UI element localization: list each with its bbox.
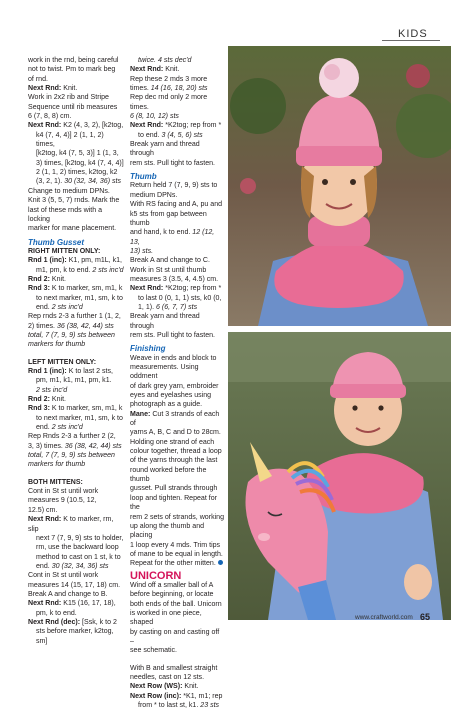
text: times. [130, 85, 151, 93]
text-line: Break A and change to C. [130, 257, 210, 265]
text-line: [k2tog, k4 (7, 5, 3)] 1 (1, 3, [36, 150, 119, 158]
label: Next Row (WS): [130, 683, 183, 691]
text-line: Rep Rnds 2-3 a further 2 (2, [28, 433, 116, 441]
text: Knit. [182, 683, 199, 691]
text-line: pm, k to end. [36, 609, 77, 617]
photo-illustration [228, 332, 451, 620]
text-line: rem sts. Pull tight to fasten. [130, 159, 215, 167]
text-line [28, 515, 124, 534]
text-line: With RS facing and A, pu and [130, 201, 223, 209]
label: Next Rnd: [130, 122, 164, 130]
text: 36 (38, 42, 44) sts [64, 442, 122, 450]
text-line: of dark grey yarn, embroider [130, 382, 219, 390]
text-line: next 7 (7, 9, 9) sts to holder, [36, 534, 124, 542]
text: 6 (6, 7, 7) sts [156, 303, 198, 311]
label: Rnd 3: [28, 405, 50, 413]
text-line: total, 7 (7, 9, 9) sts between [28, 331, 115, 339]
text-line: measures 9 (10.5, 12, [28, 497, 97, 505]
label: Next Rnd (dec): [28, 618, 81, 626]
text-line: 1 loop every 4 mds. Trim tips [130, 541, 221, 549]
text-line: gusset. Pull strands through [130, 485, 218, 493]
text-line: Cont in St st until work [28, 488, 99, 496]
text: Knit. [163, 66, 180, 74]
text: 2 sts inc'd [51, 424, 83, 432]
text-line: Sequence until rib measures [28, 103, 118, 111]
text: and hand, k to end. [130, 229, 193, 237]
text-line: 3) times, [k2tog, k4 (7, 4, 4)] [36, 159, 124, 167]
text-line [130, 65, 224, 74]
text-line [130, 410, 224, 429]
text: 23 sts [200, 702, 220, 710]
text-line: measures 14 (15, 17, 18) cm. [28, 581, 121, 589]
text: *K2tog; rep from * [163, 285, 222, 293]
heading-finishing: Finishing [130, 344, 166, 354]
text: 30 (32, 34, 36) sts [51, 562, 109, 570]
text: [Ssk, k to 2 [80, 618, 117, 626]
hat-brim [330, 384, 406, 398]
subheading-left-mitten: LEFT MITTEN ONLY: [28, 358, 97, 366]
label: Rnd 1 (inc): [28, 257, 67, 265]
hat-brim [296, 146, 382, 166]
text: from * to last st, k1. [138, 702, 201, 710]
text-line: colour together, thread a loop [130, 448, 222, 456]
text-line: Work in 2x2 rib and Stripe [28, 94, 109, 102]
text-line: 12.5) cm. [28, 506, 58, 514]
text-line: measurements. Using oddment [130, 364, 199, 381]
label: Rnd 3: [28, 285, 50, 293]
text-line [28, 256, 124, 265]
text-line: pm, m1, k1, m1, pm, k1. [36, 377, 112, 385]
text: 14 (16, 18, 20) sts [150, 85, 208, 93]
text-line [130, 682, 224, 691]
text-line [28, 303, 124, 312]
text-line: see schematic. [130, 647, 177, 655]
text-line: not to twist. Pm to mark beg [28, 66, 116, 74]
text-line: needles, cast on 12 sts. [130, 674, 205, 681]
text-line [28, 599, 124, 608]
text-line: Knit 3 (5, 5, 7) rnds. Mark the [28, 197, 120, 205]
text: K1, pm, m1L, k1, [66, 257, 122, 265]
flower [406, 64, 430, 88]
label: Next Rnd: [28, 122, 62, 130]
label: Mane: [130, 410, 151, 418]
foliage [230, 78, 286, 134]
text-line: to next marker, m1, sm, k to [36, 294, 123, 302]
text: 30 (32, 34, 36) sts [64, 178, 122, 186]
text-line: of mane to be equal in length. [130, 550, 223, 558]
photo-girl-hat-cowl [228, 46, 451, 326]
label: Rnd 1 (inc): [28, 368, 67, 375]
text-line: Break A and change to B. [28, 590, 108, 598]
label: Next Row (inc): [130, 692, 182, 700]
text-line: Rep these 2 mds 3 more [130, 75, 208, 83]
text-column-1 [28, 56, 124, 646]
eye [322, 179, 328, 185]
label: Next Rnd: [28, 516, 62, 524]
text-line [28, 322, 124, 331]
text-line: to next marker, m1, sm, k to [36, 414, 123, 422]
text-line: 6 (7, 8, 8) cm. [28, 113, 72, 121]
text-line [130, 121, 224, 130]
text-line: twice. 4 sts dec'd [138, 57, 192, 64]
text-line: up along the thumb and placing [130, 522, 205, 540]
text-line: marker for mane placement. [28, 225, 117, 233]
text-line: Rep dec rnd only 2 more times. [130, 94, 208, 111]
text: K15 (16, 17, 18), [61, 600, 116, 608]
text: end. [36, 303, 52, 311]
label: Next Rnd: [28, 600, 62, 608]
text-line [130, 559, 224, 568]
text: 3, 3) times. [28, 442, 65, 450]
text-line: markers for thumb [28, 461, 86, 469]
text-line [130, 303, 224, 312]
text-line: is worked in one piece, shaped [130, 609, 202, 627]
hat-pompom [319, 58, 359, 98]
text-line: last of these rnds with a locking [28, 206, 103, 223]
text-line [28, 442, 124, 451]
photo-girl-unicorn-mitten [228, 332, 451, 620]
text: *K1, m1; rep [181, 692, 223, 700]
header-rule [382, 40, 440, 41]
text-line [28, 284, 124, 293]
text-line [28, 84, 124, 93]
text-line: to last 0 (0, 1, 1) sts, k0 (0, [138, 294, 222, 302]
pompom-detail [324, 64, 340, 80]
text-line: 13) sts. [130, 247, 154, 255]
text-line: Return held 7 (7, 9, 9) sts to [130, 182, 218, 190]
eye [378, 405, 383, 410]
text-line: Work in St st until thumb [130, 266, 207, 274]
text-line [130, 131, 224, 140]
text-line [130, 84, 224, 93]
heading-unicorn: UNICORN [130, 569, 182, 582]
text: 36 (38, 42, 44) sts [56, 322, 114, 330]
text-line: both ends of the ball. Unicorn [130, 600, 222, 608]
text-line: Break yarn and thread through [130, 141, 200, 158]
text-line [130, 701, 224, 710]
text-line: eyes and eyelashes using [130, 392, 212, 400]
text: 2 sts inc'd [92, 266, 124, 274]
text-line: yarns A, B, C and D to 28cm. [130, 429, 221, 437]
text-line: rem sts. Pull tight to fasten. [130, 331, 215, 339]
text-line: With B and smallest straight [130, 664, 218, 672]
unicorn-cheek [258, 533, 270, 541]
text-line: k5 sts from gap between thumb [130, 210, 207, 227]
text: m1, pm, k to end. [36, 266, 93, 274]
heading-thumb: Thumb [130, 172, 157, 182]
text-line: total, 7 (7, 9, 9) sts between [28, 452, 115, 460]
text-line: measures 3 (3.5, 4, 4.5) cm. [130, 275, 219, 283]
text-line: photograph as a guide. [130, 401, 203, 409]
page-number: 65 [420, 612, 431, 622]
text-line: by casting on and casting off – [130, 628, 220, 645]
text-line: Cont in St st until work [28, 572, 99, 580]
text-line: before beginning, or locate [130, 591, 214, 599]
text-line: of rnd. [28, 75, 48, 83]
text-line: k4 (7, 4, 4)] 2 (1, 1, 2) times, [36, 131, 104, 149]
text-line [130, 284, 224, 293]
text: 2) times. [28, 322, 57, 330]
label: Rnd 2: [28, 396, 50, 404]
text-line: 2 sts inc'd [36, 386, 68, 394]
subheading-both-mittens: BOTH MITTENS: [28, 478, 83, 486]
text: K to last 2 sts, [66, 368, 113, 375]
text: Knit. [61, 85, 78, 93]
end-bullet-icon [218, 560, 223, 565]
text-line: of the yarns through the last [130, 457, 218, 465]
text-line [28, 404, 124, 413]
label: Next Rnd: [28, 85, 62, 93]
text-line: markers for thumb [28, 341, 86, 349]
text: K to marker, sm, m1, k [49, 285, 123, 293]
text: 12 (12, 13, [130, 229, 215, 246]
text-line: Holding one strand of each [130, 438, 215, 446]
text-line [28, 121, 124, 130]
text: Cut 3 strands of each of [130, 410, 220, 428]
text: 3 (4, 5, 6) sts [161, 131, 203, 139]
text-line: work in the rnd, being careful [28, 57, 119, 64]
subheading-right-mitten: RIGHT MITTEN ONLY: [28, 247, 101, 255]
text-line: Rep rnds 2-3 a further 1 (1, 2, [28, 313, 121, 321]
text: K to marker, sm, m1, k [49, 405, 123, 413]
text-line: rem 2 sets of strands, working [130, 513, 224, 521]
text-line [28, 395, 124, 404]
text-line [28, 177, 124, 186]
text-line: sts before marker, k2tog, sm] [36, 628, 114, 645]
text: to end. [138, 131, 162, 139]
photo-illustration [228, 46, 451, 326]
footer-url: www.craftworld.com [355, 614, 413, 621]
text: 2 sts inc'd [51, 303, 83, 311]
text-column-2 [130, 56, 224, 710]
text-line [130, 228, 224, 247]
label: Next Rnd: [130, 285, 164, 293]
text-line [28, 618, 124, 627]
text-line: 6 (8, 10, 12) sts [130, 113, 179, 121]
eye [352, 405, 357, 410]
text-line [28, 275, 124, 284]
text: K to marker, rm, slip [28, 516, 114, 533]
text: Knit. [49, 275, 66, 283]
eye [350, 179, 356, 185]
text-line: round worked before the thumb [130, 466, 207, 484]
text: 1, 1). [138, 303, 157, 311]
text-line: loop and tighten. Repeat for the [130, 494, 217, 512]
text-line: Change to medium DPNs. [28, 187, 110, 195]
text-line: medium DPNs. [130, 191, 178, 199]
text: Repeat for the other mitten. [130, 560, 216, 568]
section-title: KIDS [398, 28, 428, 40]
label: Next Rnd: [130, 66, 164, 74]
text: Knit. [49, 396, 66, 404]
text-line [28, 266, 124, 275]
text-line: method to cast on 1 st, k to [36, 553, 121, 561]
text-line: Weave in ends and block to [130, 354, 217, 362]
text-line [28, 367, 124, 376]
text-line [28, 423, 124, 432]
text: *K2tog; rep from * [163, 122, 222, 130]
flower [240, 178, 256, 194]
text-line: rm, use the backward loop [36, 544, 119, 552]
label: Rnd 2: [28, 275, 50, 283]
heading-thumb-gusset: Thumb Gusset [28, 237, 85, 247]
text-line: Wind off a smaller ball of A [130, 581, 214, 589]
text: K2 (4, 3, 2), [k2tog, [61, 122, 124, 130]
text: end. [36, 562, 52, 570]
text-line [28, 562, 124, 571]
text-line: 2 (1, 1, 2) times, k2tog, k2 [36, 169, 118, 177]
text-line: Break yarn and thread through [130, 313, 200, 330]
text: end. [36, 424, 52, 432]
text-line [130, 692, 224, 701]
hand [404, 564, 432, 600]
text: (3, 2, 1). [36, 178, 65, 186]
